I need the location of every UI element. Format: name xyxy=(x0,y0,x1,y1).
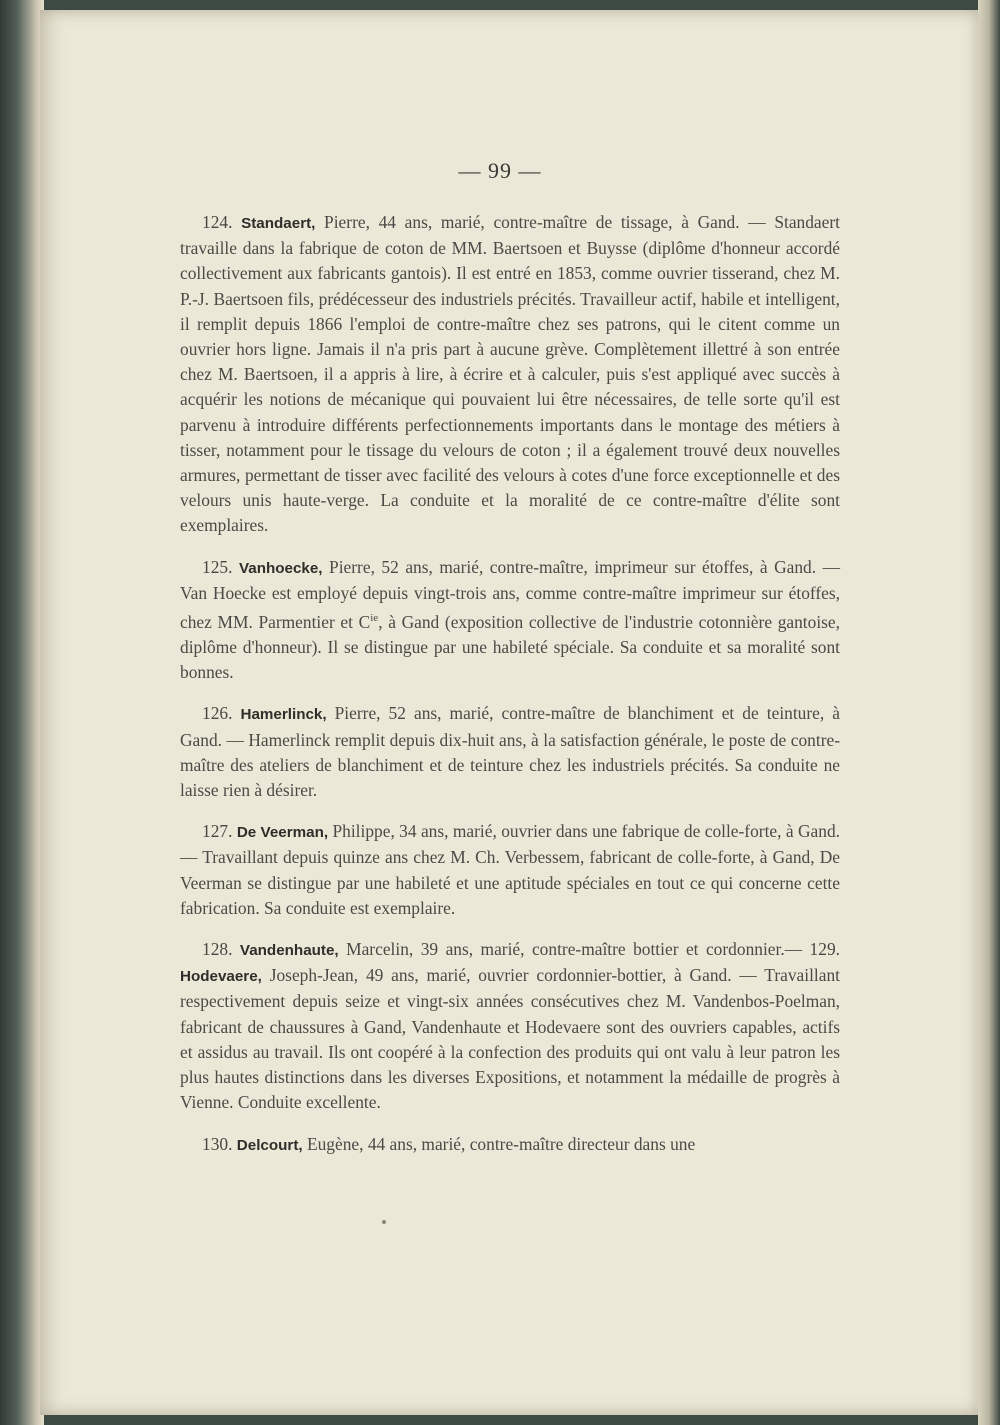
entry-text: Pierre, 52 ans, marié, contre-maître de blanchiment et de teinture, à Gand. — Hamerlinck remplit depuis dix-huit ans, à la satisfaction générale, le poste de contre-maître des ateliers de blanchiment et de teinture chez les industriels précités. Sa conduite ne laisse rien à désirer. xyxy=(180,703,840,801)
entry-name: Hamerlinck, xyxy=(240,706,327,724)
entry-name: Standaert, xyxy=(241,215,316,232)
entry-text: Eugène, 44 ans, marié, contre-maître directeur dans une xyxy=(302,1133,696,1154)
ink-speck xyxy=(382,1220,386,1224)
entry-name: Hodevaere, xyxy=(180,968,262,986)
entry-text: Pierre, 52 ans, marié, contre-maître, imprimeur sur étoffes, à Gand. — Van Hoecke est employé depuis vingt-trois ans, comme contre-maître imprimeur sur étoffes, chez MM. Parmentier et C xyxy=(180,556,840,632)
entry-name: Vanhoecke, xyxy=(238,559,323,577)
entry-124 xyxy=(180,210,840,539)
entry-number: 126. xyxy=(202,703,233,724)
entry-text: , à Gand (exposition collective de l'industrie cotonnière gantoise, diplôme d'honneur). Il se distingue par une habileté spéciale. Sa conduite et sa moralité sont bonnes. xyxy=(180,611,840,683)
entry-text: Philippe, 34 ans, marié, ouvrier dans une fabrique de colle-forte, à Gand. — Travaillant depuis quinze ans chez M. Ch. Verbessem, fabricant de colle-forte, à Gand, De Veerman se distingue par une habileté et une aptitude spéciales en tout ce qui concerne cette fabrication. Sa conduite est exemplaire. xyxy=(180,821,841,918)
page-number: — 99 — xyxy=(458,158,542,183)
entry-name: De Veerman, xyxy=(236,824,329,842)
entry-number: 130. xyxy=(202,1133,233,1154)
book-binding xyxy=(0,0,44,1425)
entry-text: Pierre, 44 ans, marié, contre-maître de tissage, à Gand. — Standaert travaille dans la fabrique de coton de MM. Baertsoen et Buysse (diplôme d'honneur accordé collectivement aux fabricants gantois). Il est entré en 1853, comme ouvrier tisserand, chez M. P.-J. Baertsoen fils, prédécesseur des industriels précités. Travailleur actif, habile et intelligent, il remplit depuis 1866 l'emploi de contre-maître chez ses patrons, qui le citent comme un ouvrier hors ligne. Jamais il n'a pris part à aucune grève. Complètement illettré à son entrée chez M. Baertsoen, il a appris à lire, à écrire et à calculer, puis s'est appliqué avec succès à acquérir les notions de mécanique qui pouvaient lui être nécessaires, de telle sorte qu'il est parvenu à introduire différents perfectionnements importants dans le montage des métiers à tisser, notamment pour le tissage du velours de coton ; il a également trouvé deux nouvelles armures, permettant de tisser avec facilité des velours à cotes d'une force exceptionnelle et des velours unis haute-verge. La conduite et la moralité de ce contre-maître d'élite sont exemplaires. xyxy=(180,212,840,536)
entry-number: 124. xyxy=(202,212,233,232)
page-body xyxy=(180,210,840,1174)
entry-125 xyxy=(180,555,840,686)
entry-text: Marcelin, 39 ans, marié, contre-maître bottier et cordonnier.— xyxy=(338,939,810,960)
entry-127 xyxy=(180,819,840,921)
entry-number: 128. xyxy=(202,939,233,960)
entry-128-129 xyxy=(180,937,840,1115)
entry-number: 129. xyxy=(809,939,840,960)
entry-130 xyxy=(180,1132,840,1158)
entry-number: 125. xyxy=(202,556,233,577)
superscript: ie xyxy=(370,612,379,625)
entry-name: Delcourt, xyxy=(236,1136,303,1154)
entry-name: Vandenhaute, xyxy=(239,942,339,960)
entry-text: Joseph-Jean, 49 ans, marié, ouvrier cordonnier-bottier, à Gand. — Travaillant respectivement depuis seize et vingt-six années consécutives chez M. Vandenbos-Poelman, fabricant de chaussures à Gand, Vandenhaute et Hodevaere sont des ouvriers capables, actifs et assidus au travail. Ils ont coopéré à la confection des produits qui ont valu à leur patron les plus hautes distinctions dans les diverses Expositions, et notamment la médaille de progrès à Vienne. Conduite excellente. xyxy=(180,965,840,1113)
entry-126 xyxy=(180,701,840,803)
page-edge xyxy=(978,0,1000,1425)
entry-number: 127. xyxy=(202,821,233,842)
